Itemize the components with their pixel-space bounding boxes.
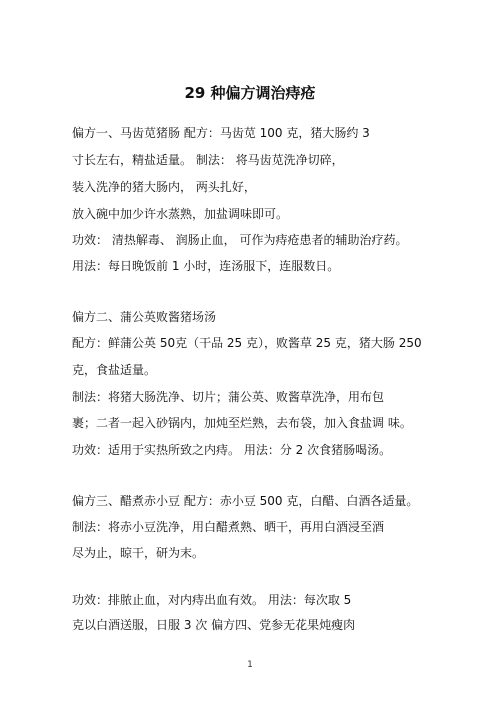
- text-line-9: 克，食盐适量。: [72, 363, 157, 377]
- text-line-16: 功效：排脓止血，对内痔出血有效。 用法：每次取 5: [72, 593, 352, 607]
- text-line-2: 寸长左右，精盐适量。 制法： 将马齿苋洗净切碎，: [72, 153, 344, 167]
- text-line-5: 功效： 清热解毒、 润肠止血， 可作为痔疮患者的辅助治疗药。: [72, 233, 408, 247]
- document-title: 29 种偏方调治痔疮: [184, 84, 316, 102]
- page-number: 1: [247, 660, 253, 670]
- text-line-4: 放入碗中加少许水蒸熟，加盐调味即可。: [72, 207, 289, 221]
- text-line-17: 克以白酒送服，日服 3 次 偏方四、党参无花果炖瘦肉: [72, 618, 356, 632]
- text-line-1: 偏方一、马齿苋猪肠 配方：马齿苋 100 克，猪大肠约 3: [72, 126, 370, 140]
- text-line-10: 制法：将猪大肠洗净、切片；蒲公英、败酱草洗净，用布包: [72, 390, 385, 404]
- text-line-14: 制法：将赤小豆洗净，用白醋煮熟、晒干，再用白酒浸至酒: [72, 520, 385, 534]
- text-line-12: 功效：适用于实热所致之内痔。 用法：分 2 次食猪肠喝汤。: [72, 443, 392, 457]
- text-line-15: 尽为止，晾干，研为末。: [72, 546, 205, 560]
- text-line-3: 装入洗净的猪大肠内， 两头扎好，: [72, 180, 256, 194]
- text-line-6: 用法：每日晚饭前 1 小时，连汤服下，连服数日。: [72, 259, 340, 273]
- text-line-13: 偏方三、醋煮赤小豆 配方：赤小豆 500 克，白醋、白酒各适量。: [72, 494, 419, 508]
- text-line-8: 配方：鲜蒲公英 50克（干品 25 克），败酱草 25 克，猪大肠 250: [72, 336, 422, 350]
- text-line-11: 裹；二者一起入砂锅内，加炖至烂熟，去布袋，加入食盐调 味。: [72, 416, 412, 430]
- text-line-7: 偏方二、蒲公英败酱猪场汤: [72, 310, 217, 324]
